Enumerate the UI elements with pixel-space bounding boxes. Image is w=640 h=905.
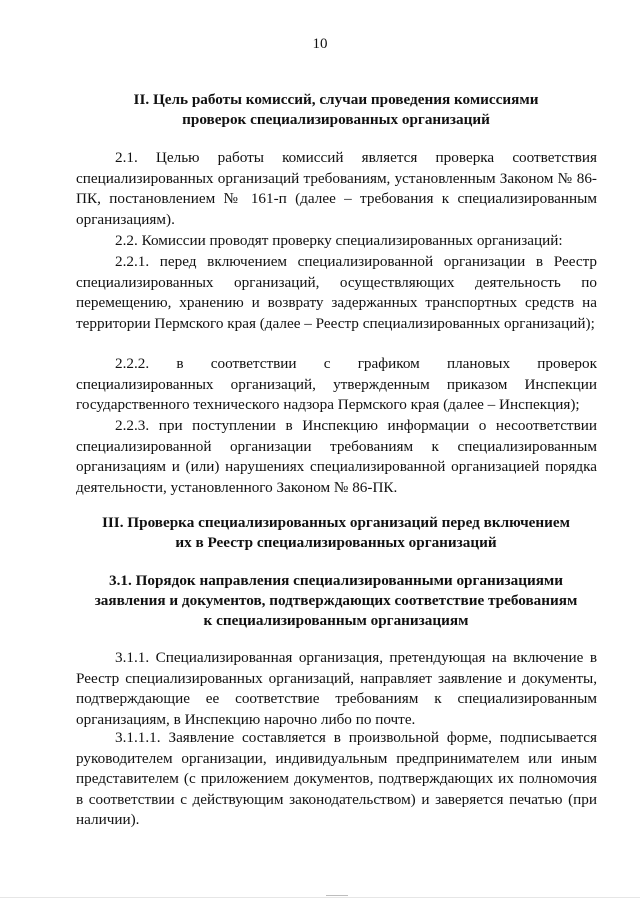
page-number: 10: [312, 36, 328, 52]
section-2-heading: [76, 90, 596, 130]
section-3-heading: [76, 513, 596, 553]
section-3-heading-line-1: III. Проверка специализированных организаций перед включением: [101, 514, 571, 531]
subsection-3-1-heading-line-2: заявления и документов, подтверждающих соответствие требованиям: [94, 592, 578, 609]
scan-mark: [326, 895, 348, 896]
paragraph-2-2-2: 2.2.2. в соответствии с графиком плановых проверок специализированных организаций, утвержденным приказом Инспекции государственного технического надзора Пермского края (далее – Инспекция);: [76, 355, 597, 414]
paragraph-2-2: 2.2. Комиссии проводят проверку специализированных организаций:: [115, 232, 563, 249]
section-3-heading-line-2: их в Реестр специализированных организаций: [175, 534, 497, 551]
section-2-heading-line-1: II. Цель работы комиссий, случаи проведения комиссиями: [133, 91, 539, 108]
scan-edge-line: [0, 897, 640, 898]
section-2-heading-line-2: проверок специализированных организаций: [182, 111, 490, 128]
subsection-3-1-heading-line-3: к специализированным организациям: [203, 612, 469, 629]
paragraph-3-1-1: 3.1.1. Специализированная организация, претендующая на включение в Реестр специализированных организаций, направляет заявление и документы, подтверждающие ее соответствие требованиям к специализированным организациям, в Инспекцию нарочно либо по почте.: [76, 649, 597, 728]
paragraph-2-2-3: 2.2.3. при поступлении в Инспекцию информации о несоответствии специализированной организации требованиям к специализированным организациям и (или) нарушениях специализированной организацией порядка деятельности, установленного Законом № 86-ПК.: [76, 417, 597, 496]
paragraph-2-2-1: 2.2.1. перед включением специализированной организации в Реестр специализированных организаций, осуществляющих деятельность по перемещению, хранению и возврату задержанных транспортных средств на территории Пермского края (далее – Реестр специализированных организаций);: [76, 253, 597, 332]
subsection-3-1-heading: [76, 571, 596, 631]
paragraph-2-1: 2.1. Целью работы комиссий является проверка соответствия специализированных организаций требованиям, установленным Законом № 86-ПК, постановлением № 161-п (далее – требования к специализированным организациям).: [76, 149, 597, 228]
subsection-3-1-heading-line-1: 3.1. Порядок направления специализированными организациями: [108, 572, 564, 589]
paragraph-3-1-1-1: 3.1.1.1. Заявление составляется в произвольной форме, подписывается руководителем организации, индивидуальным предпринимателем или иным представителем (с приложением документов, подтверждающих их полномочия в соответствии с действующим законодательством) и заверяется печатью (при наличии).: [76, 729, 597, 829]
